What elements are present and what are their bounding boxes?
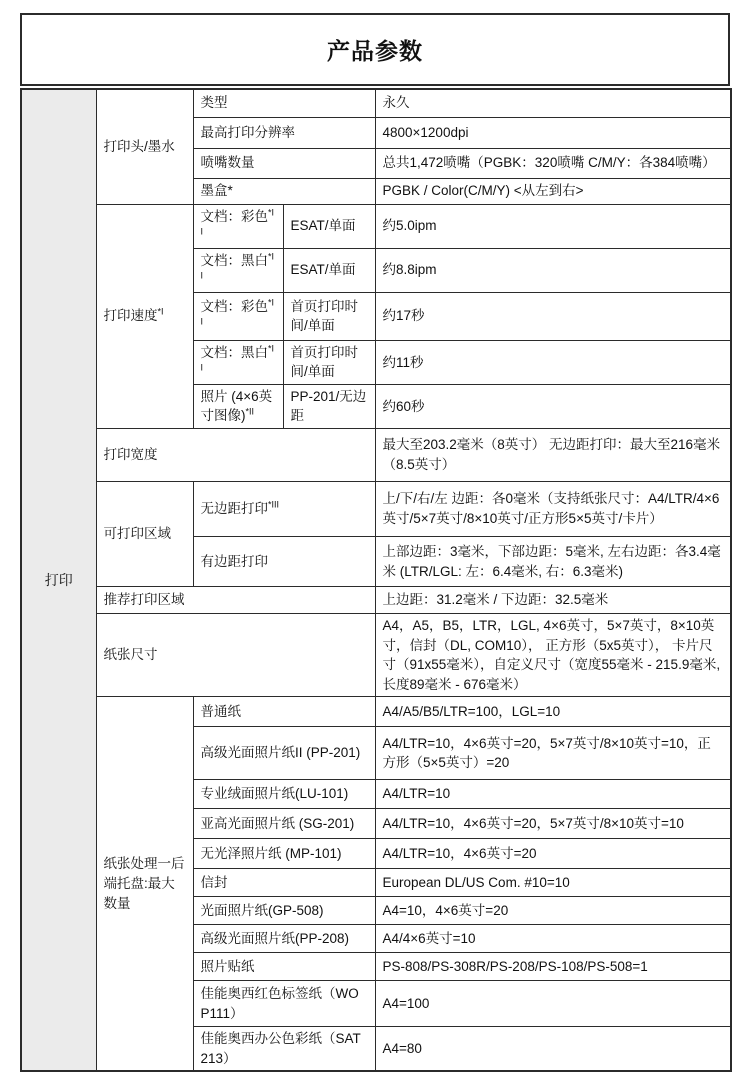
spec-label: 光面照片纸(GP-508): [193, 897, 375, 925]
table-row: [21, 587, 731, 614]
spec-value: A4/A5/B5/LTR=100，LGL=10: [375, 697, 731, 727]
spec-value: A4/4×6英寸=10: [375, 925, 731, 953]
spec-value: 上/下/右/左 边距：各0毫米（支持纸张尺寸：A4/LTR/4×6英寸/5×7英寸/8×10英寸/正方形5×5英寸/卡片）: [375, 482, 731, 537]
spec-value: 约5.0ipm: [375, 204, 731, 248]
section-label: 打印: [21, 89, 96, 1071]
spec-value: A4=10，4×6英寸=20: [375, 897, 731, 925]
spec-value: A4，A5，B5，LTR，LGL, 4×6英寸，5×7英寸，8×10英寸，信封（DL, COM10）， 正方形（5x5英寸）， 卡片尺寸（91x55毫米），自定义尺寸（宽度55毫米 - 215.9毫米, 长度89毫米 - 676毫米）: [375, 614, 731, 697]
spec-value: 约8.8ipm: [375, 248, 731, 292]
spec-label-recommended-area: 推荐打印区域: [96, 587, 375, 614]
spec-label: 高级光面照片纸II (PP-201): [193, 727, 375, 780]
spec-value: A4/LTR=10，4×6英寸=20，5×7英寸/8×10英寸=10: [375, 809, 731, 839]
spec-label-print-width: 打印宽度: [96, 429, 375, 482]
spec-label: 墨盒*: [193, 178, 375, 204]
spec-label: 有边距打印: [193, 537, 375, 587]
spec-value: A4/LTR=10，4×6英寸=20，5×7英寸/8×10英寸=10，正方形（5×5英寸）=20: [375, 727, 731, 780]
spec-label: 文档：彩色$^{*II}$: [193, 204, 283, 248]
spec-label: 文档：黑白$^{*II}$: [193, 340, 283, 384]
spec-label: 普通纸: [193, 697, 375, 727]
spec-label: 最高打印分辨率: [193, 117, 375, 148]
table-row: [21, 482, 731, 537]
spec-sublabel: 首页打印时间/单面: [283, 292, 375, 340]
spec-label: 佳能奥西办公色彩纸（SAT213）: [193, 1027, 375, 1072]
spec-value: 总共1,472喷嘴（PGBK：320喷嘴 C/M/Y：各384喷嘴）: [375, 148, 731, 178]
spec-sublabel: PP-201/无边距: [283, 384, 375, 428]
spec-value: 4800×1200dpi: [375, 117, 731, 148]
group-label-speed: 打印速度$^{*I}$: [96, 204, 193, 429]
spec-label: 佳能奥西红色标签纸（WOP111）: [193, 981, 375, 1027]
spec-value: A4/LTR=10，4×6英寸=20: [375, 839, 731, 869]
spec-label: 无边距打印$^{*III}$: [193, 482, 375, 537]
spec-sublabel: ESAT/单面: [283, 248, 375, 292]
spec-table: [20, 88, 732, 1072]
spec-label: 亚高光面照片纸 (SG-201): [193, 809, 375, 839]
spec-label: 专业绒面照片纸(LU-101): [193, 780, 375, 809]
table-row: [21, 697, 731, 727]
table-row: [21, 614, 731, 697]
page-title: 产品参数: [20, 13, 730, 86]
spec-label: 信封: [193, 869, 375, 897]
table-row: [21, 429, 731, 482]
group-label-printable-area: 可打印区域: [96, 482, 193, 587]
spec-value: 约11秒: [375, 340, 731, 384]
spec-value: 最大至203.2毫米（8英寸） 无边距打印：最大至216毫米（8.5英寸）: [375, 429, 731, 482]
spec-label: 文档：黑白$^{*II}$: [193, 248, 283, 292]
spec-value: 上边距：31.2毫米 / 下边距：32.5毫米: [375, 587, 731, 614]
group-label-printhead: 打印头/墨水: [96, 89, 193, 204]
spec-value: 约17秒: [375, 292, 731, 340]
spec-label: 照片贴纸: [193, 953, 375, 981]
table-row: [21, 204, 731, 248]
spec-sublabel: 首页打印时间/单面: [283, 340, 375, 384]
spec-value: A4/LTR=10: [375, 780, 731, 809]
group-label-paper-handling: 纸张处理一后端托盘:最大数量: [96, 697, 193, 1072]
spec-sublabel: ESAT/单面: [283, 204, 375, 248]
spec-label: 文档：彩色$^{*II}$: [193, 292, 283, 340]
spec-label: 照片 (4×6英寸图像)$^{*II}$: [193, 384, 283, 428]
spec-value: A4=80: [375, 1027, 731, 1072]
spec-value: 上部边距：3毫米，下部边距：5毫米, 左右边距：各3.4毫米 (LTR/LGL: 左：6.4毫米, 右：6.3毫米): [375, 537, 731, 587]
spec-label: 无光泽照片纸 (MP-101): [193, 839, 375, 869]
table-row: [21, 89, 731, 117]
spec-value: A4=100: [375, 981, 731, 1027]
spec-label-paper-size: 纸张尺寸: [96, 614, 375, 697]
spec-label: 喷嘴数量: [193, 148, 375, 178]
spec-label: 类型: [193, 89, 375, 117]
spec-value: PS-808/PS-308R/PS-208/PS-108/PS-508=1: [375, 953, 731, 981]
spec-label: 高级光面照片纸(PP-208): [193, 925, 375, 953]
spec-value: European DL/US Com. #10=10: [375, 869, 731, 897]
spec-value: 永久: [375, 89, 731, 117]
spec-value: PGBK / Color(C/M/Y) <从左到右>: [375, 178, 731, 204]
spec-value: 约60秒: [375, 384, 731, 428]
